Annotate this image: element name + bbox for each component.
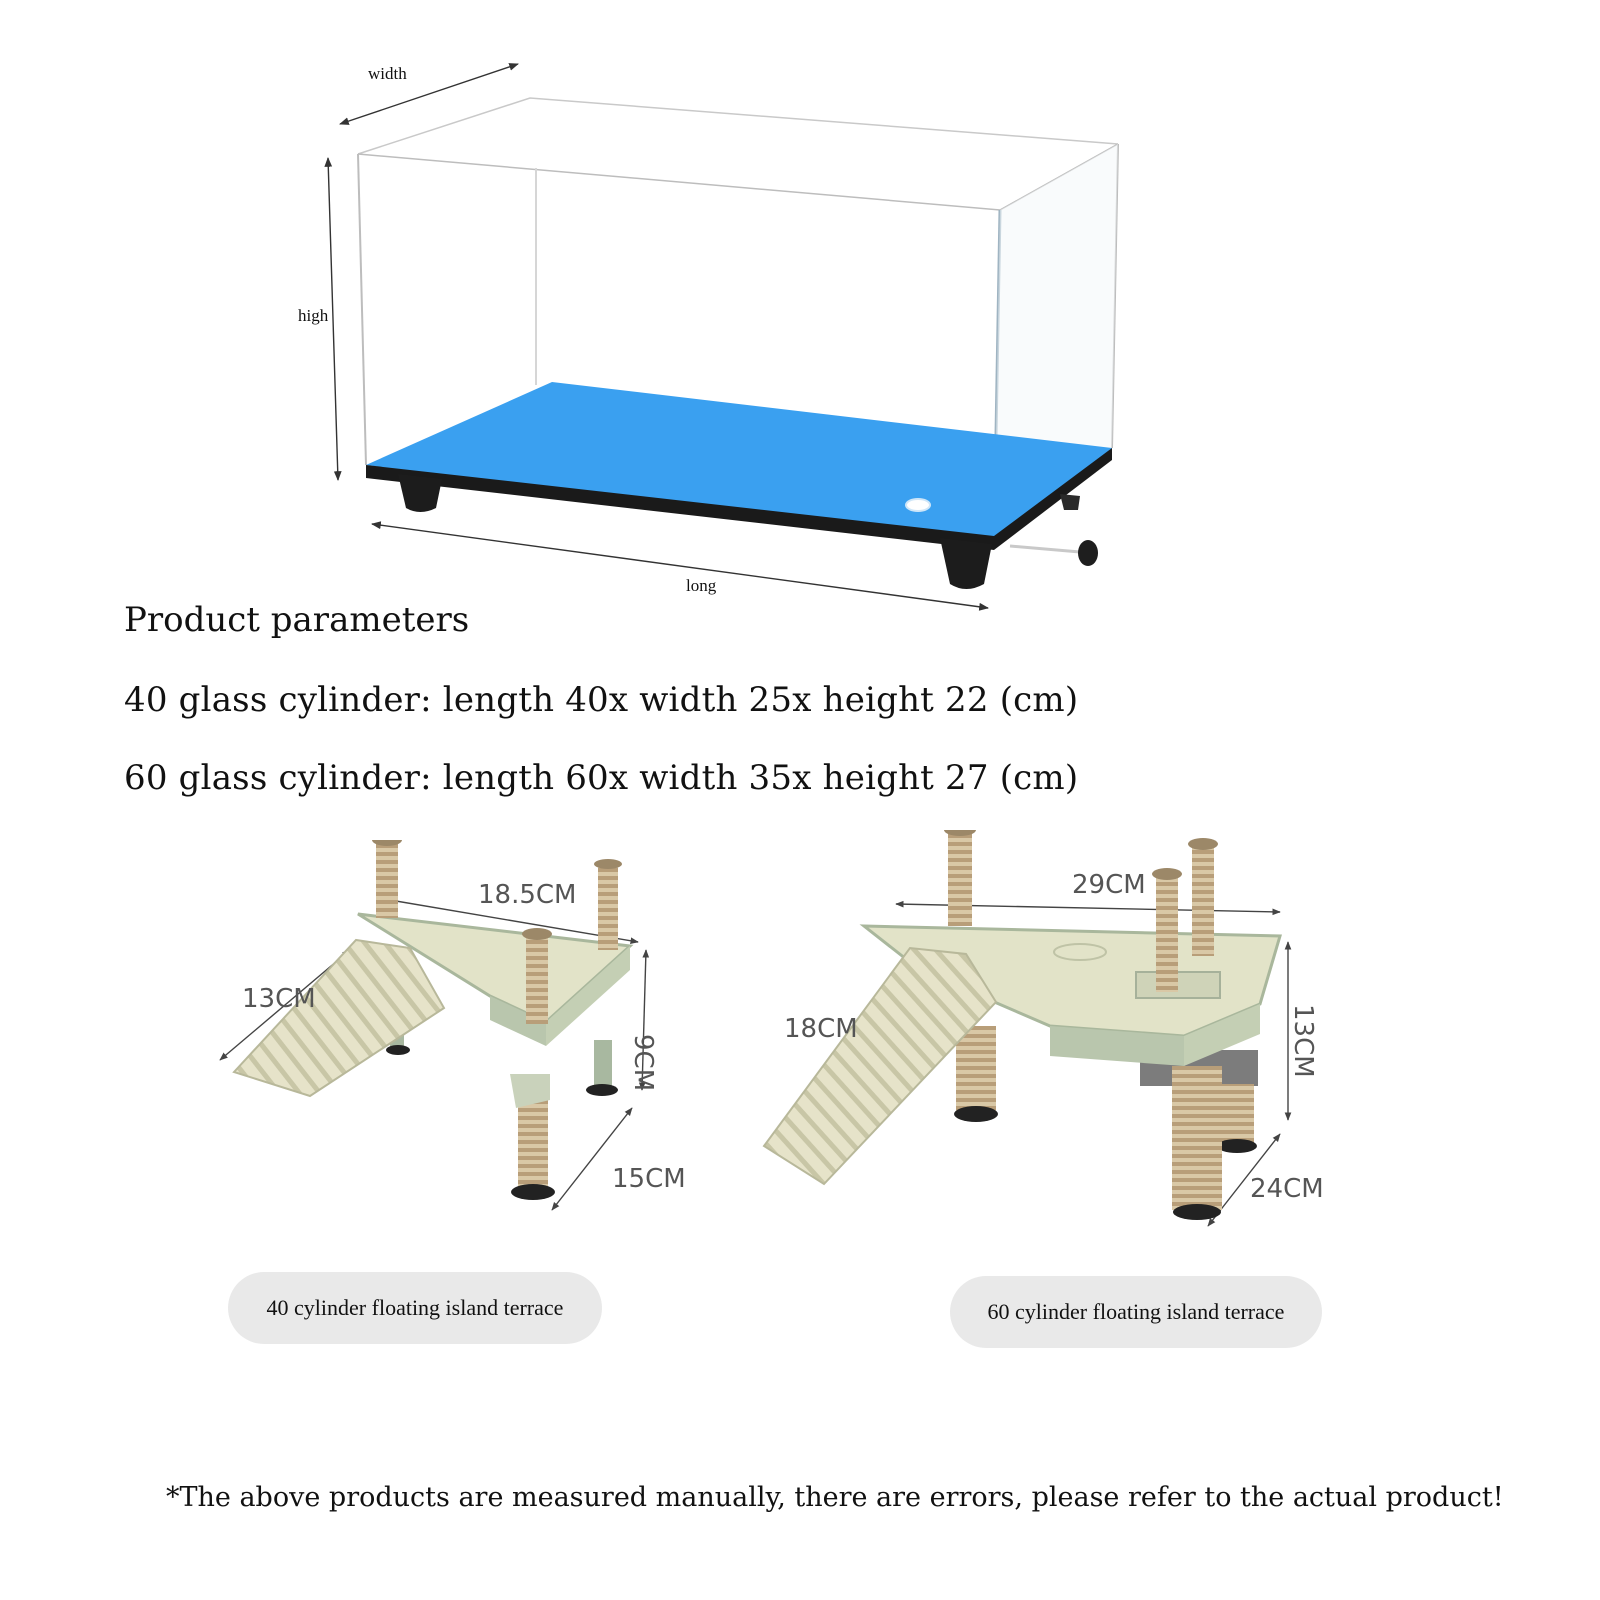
terrace-60-top-dimension: 29CM (1072, 870, 1146, 900)
tank-illustration (0, 0, 1600, 620)
terrace-40-height-dimension: 9CM (628, 1034, 658, 1092)
high-label: high (298, 306, 329, 325)
width-label: width (368, 64, 407, 83)
spec-40-cylinder: 40 glass cylinder: length 40x width 25x height 22 (cm) (124, 680, 1079, 720)
measurement-disclaimer: *The above products are measured manually, there are errors, please refer to the actual product! (166, 1482, 1504, 1513)
tank-drawing (0, 0, 1600, 620)
high-dimension-line (328, 158, 338, 480)
terrace-60-caption: 60 cylinder floating island terrace (950, 1276, 1322, 1348)
spec-60-cylinder: 60 glass cylinder: length 60x width 35x height 27 (cm) (124, 758, 1079, 798)
long-label: long (686, 576, 717, 595)
terrace-40-ramp-dimension: 13CM (242, 984, 316, 1014)
terrace-40-caption: 40 cylinder floating island terrace (228, 1272, 602, 1344)
terrace-60-height-dimension: 13CM (1288, 1004, 1318, 1078)
terrace-60-depth-dimension: 24CM (1250, 1174, 1324, 1204)
terrace-40-depth-dimension: 15CM (612, 1164, 686, 1194)
terrace-40-top-dimension: 18.5CM (478, 880, 577, 910)
terrace-60-ramp-dimension: 18CM (784, 1014, 858, 1044)
product-parameters-heading: Product parameters (124, 600, 470, 640)
width-dimension-line (340, 64, 518, 124)
